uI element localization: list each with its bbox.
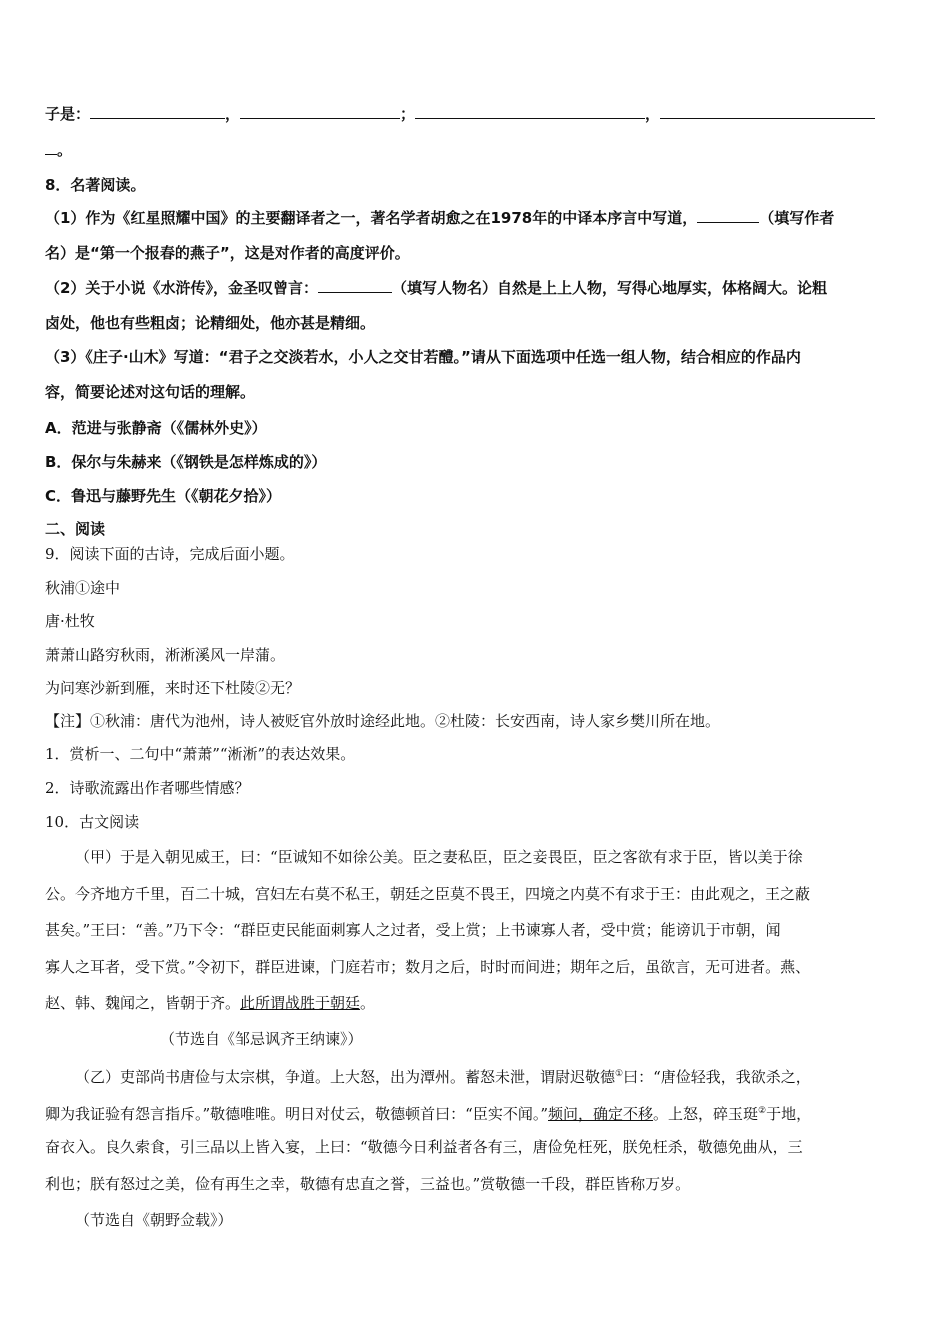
answer-blank[interactable] [660, 104, 875, 119]
q9-sub-1: 1．赏析一、二句中“萧萧”“淅淅”的表达效果。 [45, 745, 356, 763]
q8-p1-text: （1）作为《红星照耀中国》的主要翻译者之一，著名学者胡愈之在1978年的中译本序言中写道， [45, 209, 698, 227]
q10-heading: 10．古文阅读 [45, 813, 140, 831]
q8-option-c: C．鲁迅与藤野先生（《朝花夕拾》） [45, 487, 282, 505]
poem-title: 秋浦①途中 [45, 579, 121, 597]
answer-blank[interactable] [318, 278, 392, 293]
answer-blank[interactable] [90, 104, 225, 119]
q9-heading: 9．阅读下面的古诗，完成后面小题。 [45, 545, 295, 563]
q9-sub-2: 2．诗歌流露出作者哪些情感？ [45, 779, 250, 797]
passage-text: 。上怒，碎玉珽 [653, 1105, 759, 1123]
passage-yi-line: 利也；朕有怒过之美，俭有再生之幸，敬德有忠直之誉，三益也。”赏敬德一千段，群臣皆称万岁。 [45, 1175, 691, 1193]
footnote-marker: ① [615, 1069, 624, 1079]
answer-blank[interactable] [697, 208, 759, 223]
q7-answer-line [45, 104, 875, 124]
passage-yi-line [45, 1101, 811, 1124]
passage-jia-line: 寡人之耳者，受下赏。”令初下，群臣进谏，门庭若市；数月之后，时时而间进；期年之后，虽欲言，无可进者。燕、 [45, 958, 811, 976]
passage-text: 曰：“唐俭轻我，我欲杀之， [623, 1068, 811, 1086]
poem-note: 【注】①秋浦：唐代为池州，诗人被贬官外放时途经此地。②杜陵：长安西南，诗人家乡樊川所在地。 [45, 712, 721, 730]
poem-author: 唐·杜牧 [45, 612, 95, 630]
q8-p3-line2: 容，简要论述对这句话的理解。 [45, 383, 256, 401]
separator: ， [645, 105, 661, 123]
poem-line-1: 萧萧山路穷秋雨，淅淅溪风一岸蒲。 [45, 646, 286, 664]
passage-text: 于地， [766, 1105, 812, 1123]
answer-blank[interactable] [45, 140, 57, 155]
footnote-marker: ② [758, 1106, 767, 1116]
passage-jia-line: 甚矣。”王曰：“善。”乃下令：“群臣吏民能面刺寡人之过者，受上赏；上书谏寡人者，受中赏；能谤讥于市朝，闻 [45, 921, 781, 939]
answer-blank[interactable] [415, 104, 645, 119]
q8-p1-line1 [45, 208, 834, 228]
section-heading: 二、阅读 [45, 520, 106, 538]
q8-p2-line1 [45, 278, 827, 298]
separator: ； [400, 105, 416, 123]
q8-p2-text: （填写人物名）自然是上上人物，写得心地厚实，体格阔大。论粗 [391, 279, 827, 297]
passage-text: 。 [360, 994, 376, 1012]
q8-p1-text: （填写作者 [759, 209, 835, 227]
q7-answer-line-end [45, 140, 72, 160]
passage-yi-line [45, 1064, 811, 1087]
separator: ， [225, 105, 241, 123]
q8-p3-line1: （3）《庄子·山木》写道：“君子之交淡若水，小人之交甘若醴。”请从下面选项中任选一组人物，结合相应的作品内 [45, 348, 801, 366]
passage-text: 赵、韩、魏闻之，皆朝于齐。 [45, 994, 241, 1012]
q8-option-b: B．保尔与朱赫来（《钢铁是怎样炼成的》） [45, 453, 327, 471]
underlined-sentence: 此所谓战胜于朝廷 [240, 994, 361, 1012]
q7-prefix: 子是： [45, 105, 91, 123]
answer-blank[interactable] [240, 104, 400, 119]
q8-p1-line2: 名）是“第一个报春的燕子”，这是对作者的高度评价。 [45, 244, 410, 262]
passage-jia-line: 公。今齐地方千里，百二十城，宫妇左右莫不私王，朝廷之臣莫不畏王，四境之内莫不有求于王：由此观之，王之蔽 [45, 885, 811, 903]
underlined-sentence: 频问，确定不移 [548, 1105, 654, 1123]
passage-jia-source: （节选自《邹忌讽齐王纳谏》） [160, 1030, 363, 1048]
passage-yi-line: 奋衣入。良久索食，引三品以上皆入宴，上曰：“敬德今日利益者各有三，唐俭免枉死，朕免枉杀，敬德免曲从，三 [45, 1138, 803, 1156]
passage-text: （乙）吏部尚书唐俭与太宗棋，争道。上大怒，出为潭州。蓄怒未泄，谓尉迟敬德 [75, 1068, 616, 1086]
passage-jia-line: （甲）于是入朝见威王，曰：“臣诚知不如徐公美。臣之妻私臣，臣之妾畏臣，臣之客欲有求于臣，皆以美于徐 [75, 848, 803, 866]
q8-p2-text: （2）关于小说《水浒传》，金圣叹曾言： [45, 279, 318, 297]
poem-line-2: 为问寒沙新到雁，来时还下杜陵②无？ [45, 679, 301, 697]
period: 。 [57, 141, 73, 159]
q8-p2-line2: 卤处，他也有些粗卤；论精细处，他亦甚是精细。 [45, 314, 376, 332]
passage-text: 卿为我证验有怨言指斥。”敬德唯唯。明日对仗云，敬德顿首曰：“臣实不闻。” [45, 1105, 549, 1123]
q8-heading: 8．名著阅读。 [45, 176, 146, 194]
passage-yi-source: （节选自《朝野佥载》） [75, 1211, 233, 1229]
q8-option-a: A．范进与张静斋（《儒林外史》） [45, 419, 267, 437]
passage-jia-last-line [45, 993, 375, 1013]
